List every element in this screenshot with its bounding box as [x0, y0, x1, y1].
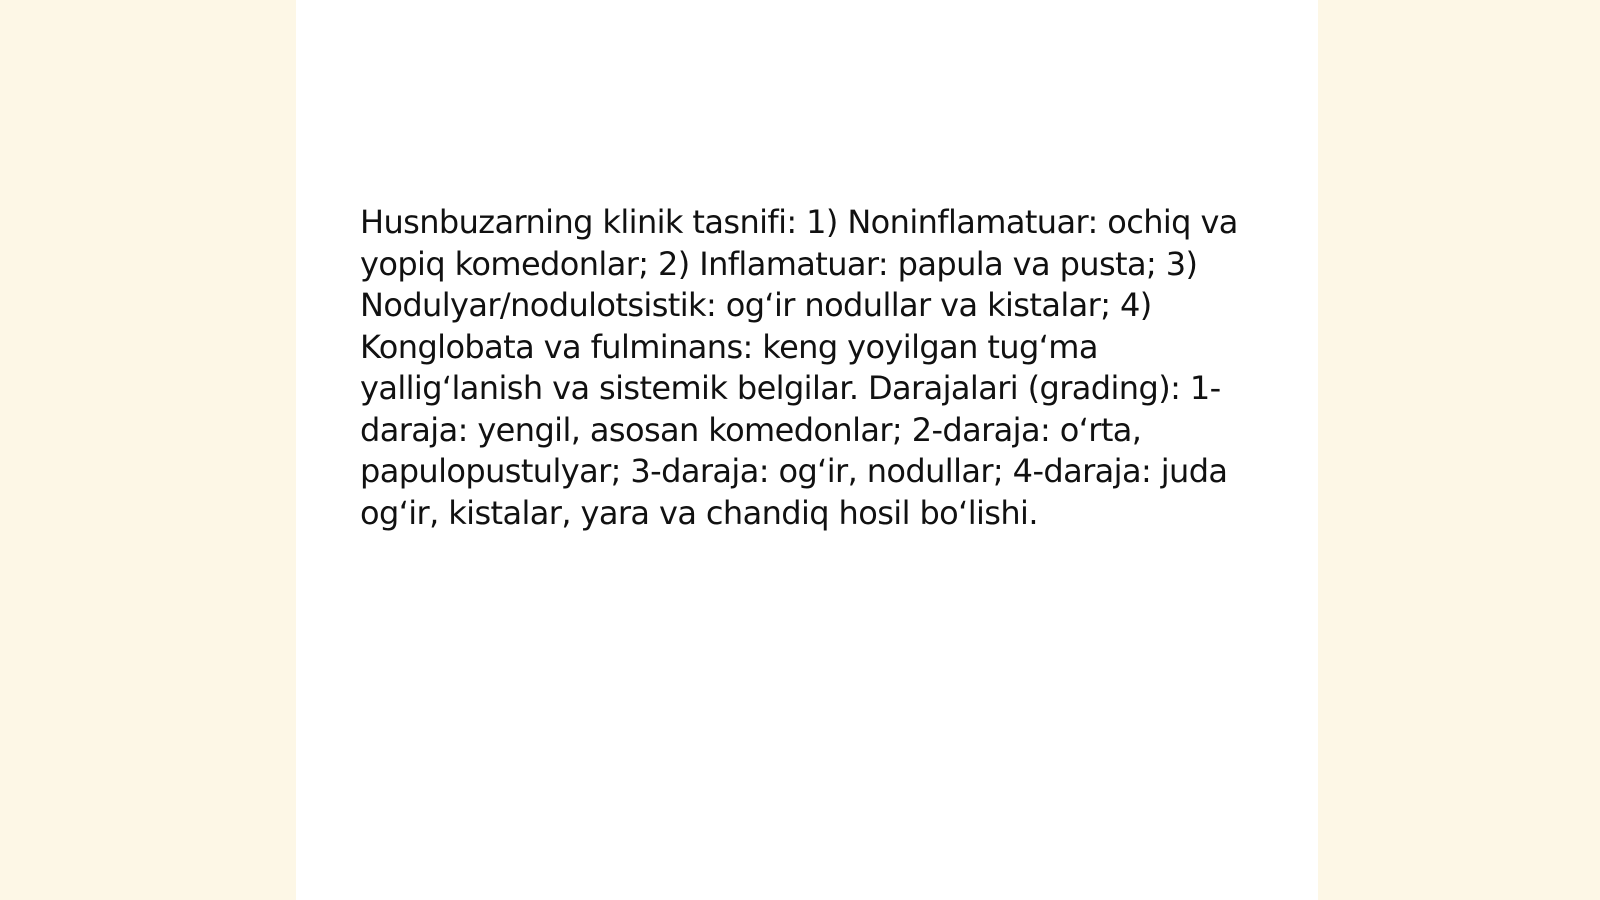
slide-body-text: Husnbuzarning klinik tasnifi: 1) Noninflamatuar: ochiq va yopiq komedonlar; 2) Inflamatuar: papula va pusta; 3) Nodulyar/nodulotsistik: og‘ir nodullar va kistalar; 4) Konglobata va fulminans: keng yoyilgan tug‘ma yallig‘lanish va sistemik belgilar. Darajalari (grading): 1-daraja: yengil, asosan komedonlar; 2-daraja: o‘rta, papulopustulyar; 3-daraja: og‘ir, nodullar; 4-daraja: juda og‘ir, kistalar, yara va chandiq hosil bo‘lishi. — [360, 203, 1238, 532]
slide-canvas — [296, 0, 1318, 900]
